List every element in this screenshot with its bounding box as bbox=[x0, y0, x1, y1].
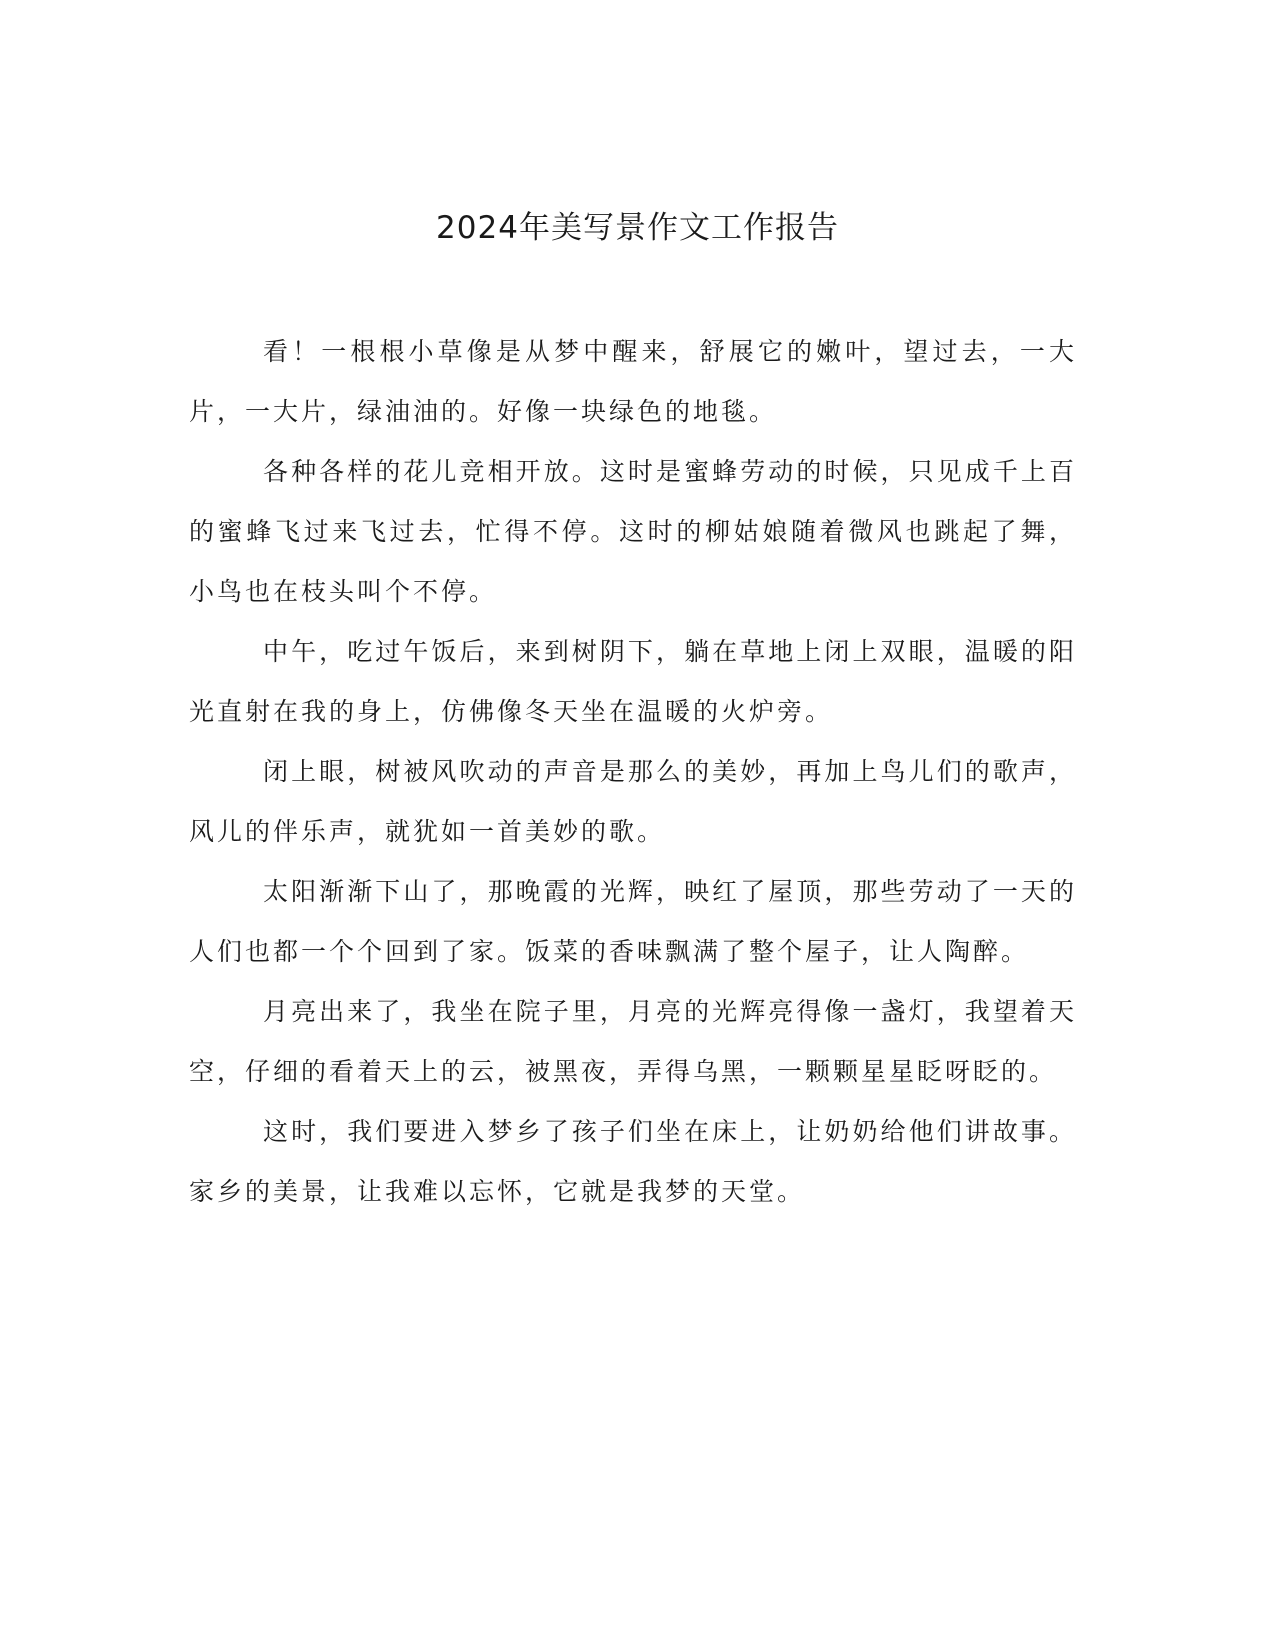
paragraph: 月亮出来了，我坐在院子里，月亮的光辉亮得像一盏灯，我望着天空，仔细的看着天上的云，被黑夜，弄得乌黑，一颗颗星星眨呀眨的。 bbox=[189, 997, 1077, 1086]
document-title: 2024年美写景作文工作报告 bbox=[436, 210, 839, 246]
paragraph: 各种各样的花儿竞相开放。这时是蜜蜂劳动的时候，只见成千上百的蜜蜂飞过来飞过去，忙得不停。这时的柳姑娘随着微风也跳起了舞，小鸟也在枝头叫个不停。 bbox=[189, 457, 1077, 606]
paragraph: 闭上眼，树被风吹动的声音是那么的美妙，再加上鸟儿们的歌声，风儿的伴乐声，就犹如一首美妙的歌。 bbox=[189, 757, 1077, 846]
paragraph: 太阳渐渐下山了，那晚霞的光辉，映红了屋顶，那些劳动了一天的人们也都一个个回到了家。饭菜的香味飘满了整个屋子，让人陶醉。 bbox=[189, 877, 1077, 966]
paragraph: 看！一根根小草像是从梦中醒来，舒展它的嫩叶，望过去，一大片，一大片，绿油油的。好像一块绿色的地毯。 bbox=[189, 337, 1077, 426]
paragraph: 这时，我们要进入梦乡了孩子们坐在床上，让奶奶给他们讲故事。家乡的美景，让我难以忘怀，它就是我梦的天堂。 bbox=[189, 1117, 1077, 1206]
paragraph: 中午，吃过午饭后，来到树阴下，躺在草地上闭上双眼，温暖的阳光直射在我的身上，仿佛像冬天坐在温暖的火炉旁。 bbox=[189, 637, 1077, 726]
document-body bbox=[189, 322, 1077, 1222]
